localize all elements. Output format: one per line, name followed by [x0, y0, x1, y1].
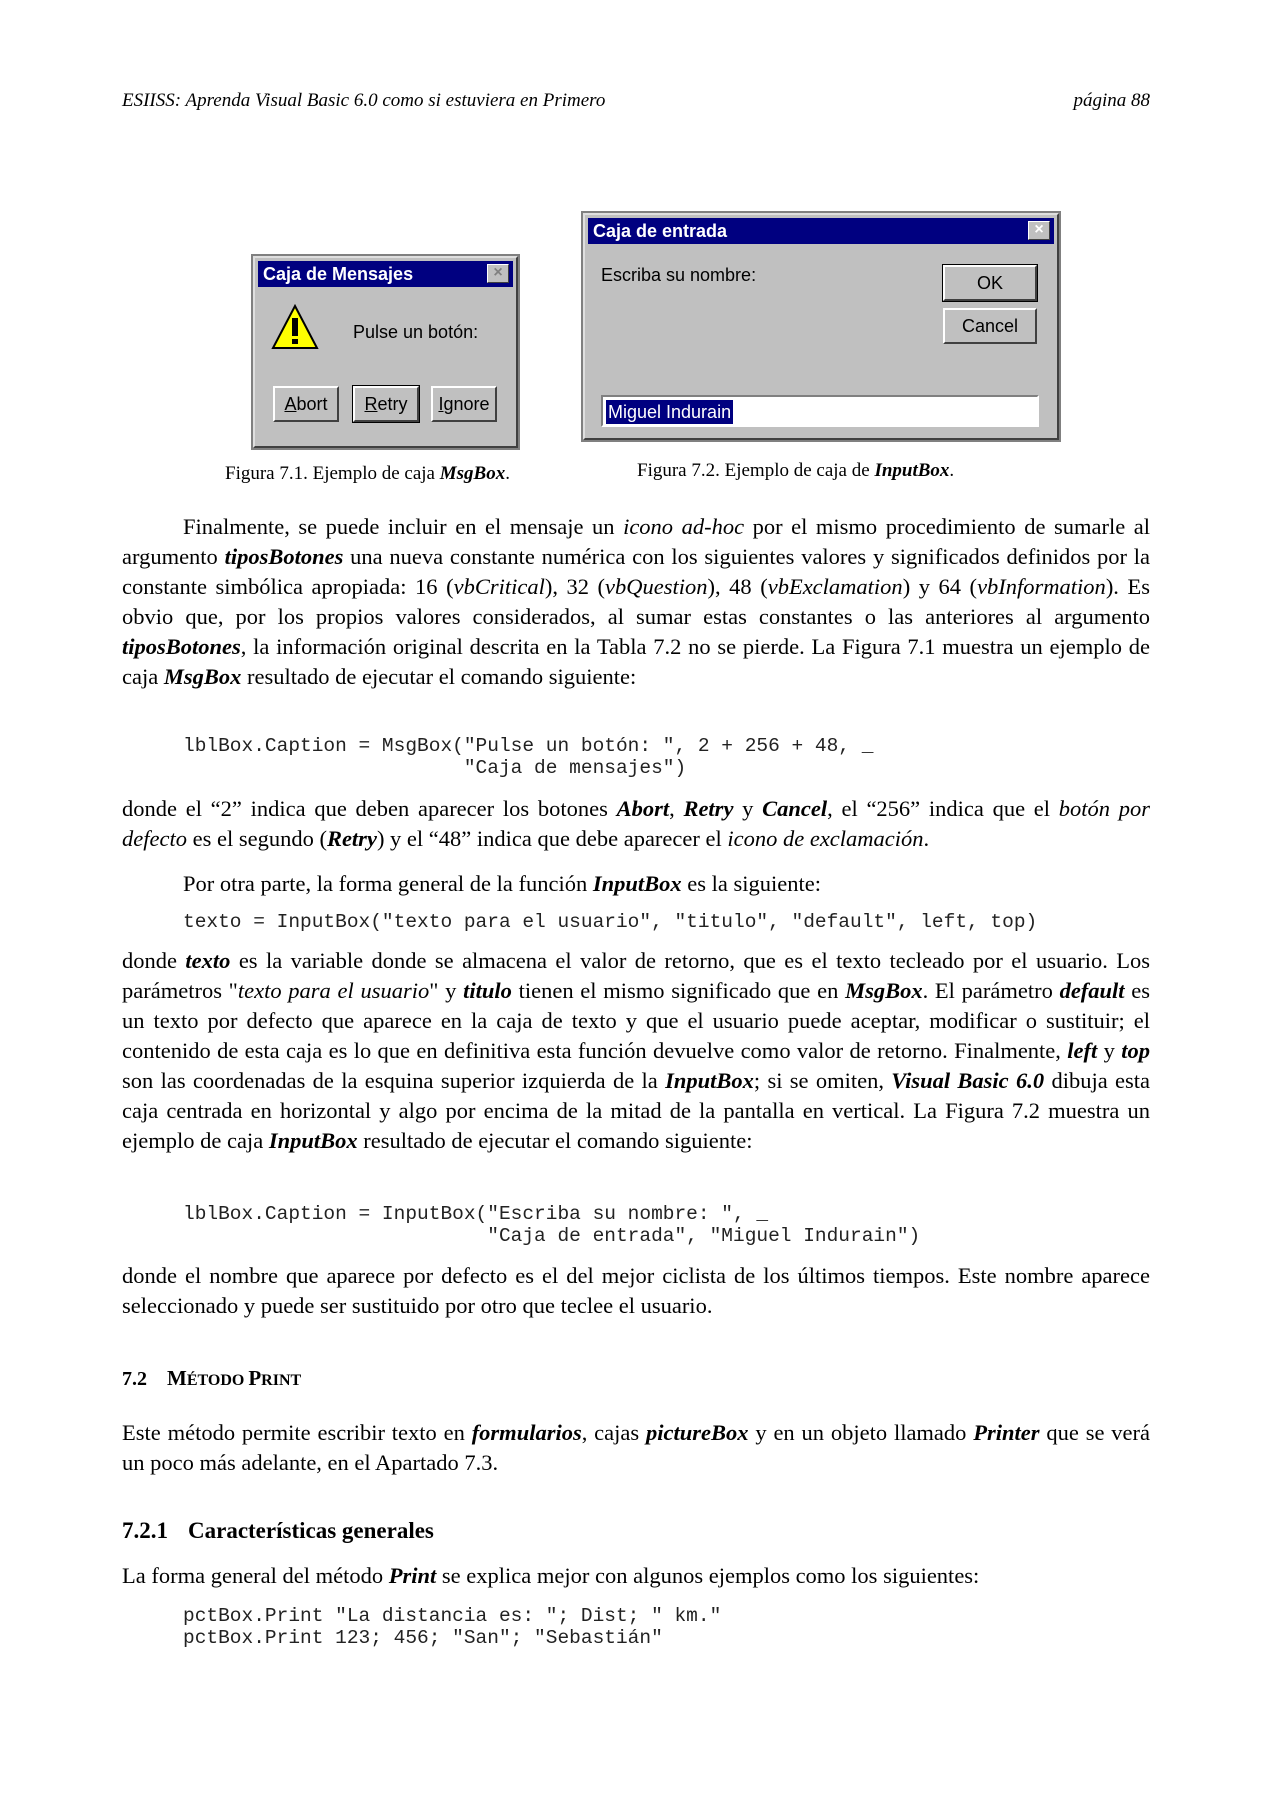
section-title: Características generales: [188, 1518, 434, 1543]
p1-strong: tiposBotones: [122, 634, 241, 659]
msgbox-dialog: [253, 256, 518, 448]
p7-text: La forma general del método: [122, 1563, 389, 1588]
figure-7-1-caption: [225, 463, 510, 485]
p2-text: es el segundo (: [186, 826, 327, 851]
p4-strong: MsgBox: [845, 978, 923, 1003]
name-input[interactable]: [601, 395, 1039, 427]
caption-7-1-bold: MsgBox: [439, 463, 506, 484]
p2-strong: Retry: [326, 826, 377, 851]
caption-7-1-prefix: Figura 7.1. Ejemplo de caja: [225, 463, 440, 484]
close-icon: ×: [493, 264, 503, 281]
exclamation-icon: [271, 304, 319, 350]
p1-text: ), 32 (: [544, 574, 606, 599]
figure-7-2-caption: [637, 460, 954, 482]
section-7-2-1-heading: [122, 1518, 434, 1544]
p6-strong: Printer: [973, 1420, 1040, 1445]
p4-text: es un texto por defecto que aparece en la caja de texto y que el usuario puede aceptar, modificar o sustituir; el contenido de esta caja es lo que en definitiva esta función devuelve como valor de retorno. Finalmente,: [122, 978, 1151, 1063]
p7-strong: Print: [388, 1563, 437, 1588]
section-number: 7.2: [122, 1368, 147, 1390]
p1-text: ). Es obvio que, por los propios valores considerados, al sumar estas constantes o las anteriores al argumento: [122, 574, 1150, 629]
p4-text: ; si se omiten,: [753, 1068, 892, 1093]
inputbox-prompt: Escriba su nombre:: [601, 265, 757, 285]
p1-strong: MsgBox: [163, 664, 242, 689]
p3-text: Por otra parte, la forma general de la función: [183, 871, 593, 896]
p1-text: ) y 64 (: [902, 574, 978, 599]
p4-strong: texto: [185, 948, 231, 973]
section-number: 7.2.1: [122, 1518, 168, 1543]
section-title: ÉTODO: [186, 1372, 249, 1389]
p2-strong: Cancel: [762, 796, 828, 821]
paragraph-msgbox-explanation: [122, 794, 1150, 854]
section-title: M: [167, 1366, 187, 1390]
msgbox-close-button[interactable]: [487, 264, 509, 283]
caption-7-1-suffix: .: [505, 463, 510, 484]
msgbox-title: Caja de Mensajes: [263, 264, 414, 284]
p1-em: vbInformation: [977, 574, 1106, 599]
p2-text: .: [923, 826, 930, 851]
p4-em: texto para el usuario: [237, 978, 430, 1003]
p2-strong: Abort: [616, 796, 670, 821]
p6-strong: pictureBox: [646, 1420, 749, 1445]
p1-em: vbCritical: [453, 574, 545, 599]
p4-strong: default: [1059, 978, 1125, 1003]
page-number: página 88: [1073, 90, 1150, 111]
p4-text: resultado de ejecutar el comando siguiente:: [357, 1128, 753, 1153]
caption-7-2-prefix: Figura 7.2. Ejemplo de caja de: [637, 460, 875, 481]
p4-strong: top: [1121, 1038, 1150, 1063]
p2-text: ,: [669, 796, 684, 821]
p4-strong: Visual Basic 6.0: [891, 1068, 1045, 1093]
p6-text: Este método permite escribir texto en: [122, 1420, 472, 1445]
p1-text: por el mismo procedimiento de sumarle al argumento: [122, 514, 1150, 569]
code-inputbox-syntax: texto = InputBox("texto para el usuario", "titulo", "default", left, top): [183, 911, 1038, 933]
p4-text: dibuja esta caja centrada en horizontal y algo por encima de la mitad de la pantalla en vertical. La Figura 7.2 muestra un ejemplo de caja: [122, 1068, 1150, 1153]
section-title: P: [248, 1366, 262, 1390]
paragraph-default-name: [122, 1261, 1150, 1321]
p1-text: ), 48 (: [707, 574, 768, 599]
paragraph-inputbox-params: [122, 946, 1150, 1156]
p4-text: son las coordenadas de la esquina superior izquierda de la: [122, 1068, 666, 1093]
abort-button[interactable]: [273, 386, 339, 422]
section-title: RINT: [261, 1372, 302, 1389]
p1-em: vbQuestion: [605, 574, 708, 599]
inputbox-titlebar: [588, 218, 1054, 244]
p1-strong: tiposBotones: [224, 544, 344, 569]
p4-strong: left: [1067, 1038, 1098, 1063]
p4-text: " y: [429, 978, 464, 1003]
p6-text: que se verá un poco más adelante, en el Apartado 7.3.: [122, 1420, 1150, 1475]
p4-strong: titulo: [463, 978, 512, 1003]
section-7-2-heading: [122, 1366, 301, 1391]
p2-text: ) y el “48” indica que debe aparecer el: [376, 826, 728, 851]
p3-strong: InputBox: [592, 871, 682, 896]
p6-text: , cajas: [581, 1420, 646, 1445]
page-header: [122, 90, 1150, 118]
p1-text: Finalmente, se puede incluir en el mensaje un: [183, 514, 624, 539]
msgbox-titlebar: [258, 261, 513, 287]
abort-label: bort: [296, 394, 328, 414]
retry-button[interactable]: [353, 386, 419, 422]
p7-text: se explica mejor con algunos ejemplos como los siguientes:: [436, 1563, 980, 1588]
caption-7-2-suffix: .: [949, 460, 955, 481]
inputbox-title: Caja de entrada: [593, 221, 728, 241]
p4-text: . El parámetro: [922, 978, 1060, 1003]
code-msgbox: lblBox.Caption = MsgBox("Pulse un botón: ", 2 + 256 + 48, _ "Caja de mensajes"): [183, 735, 874, 779]
ok-label: OK: [976, 273, 1003, 293]
p4-text: es la variable donde se almacena el valor de retorno, que es el texto tecleado por el usuario. Los parámetros ": [122, 948, 1150, 1003]
p2-em: botón por defecto: [122, 796, 1150, 851]
retry-label: etry: [377, 394, 408, 414]
ignore-mnemonic: I: [438, 394, 444, 414]
paragraph-print-general: [122, 1561, 1150, 1591]
caption-7-2-bold: InputBox: [874, 460, 950, 481]
p6-text: y en un objeto llamado: [748, 1420, 974, 1445]
paragraph-icons: [122, 512, 1150, 692]
p4-strong: InputBox: [268, 1128, 358, 1153]
p2-text: donde el “2” indica que deben aparecer los botones: [122, 796, 617, 821]
ok-button[interactable]: [943, 265, 1037, 301]
ignore-button[interactable]: [431, 386, 497, 422]
p2-strong: Retry: [683, 796, 734, 821]
paragraph-print-method: [122, 1418, 1150, 1478]
paragraph-inputbox-intro: [122, 869, 1150, 899]
ignore-label: gnore: [443, 394, 490, 414]
p1-em: icono ad-hoc: [623, 514, 745, 539]
code-inputbox-example: lblBox.Caption = InputBox("Escriba su nombre: ", _ "Caja de entrada", "Miguel Indurain"): [183, 1203, 921, 1247]
p1-text: , la información original descrita en la Tabla 7.2 no se pierde. La Figura 7.1 muestra un ejemplo de caja: [122, 634, 1150, 689]
p5-text: donde el nombre que aparece por defecto es el del mejor ciclista de los últimos tiempos. Este nombre aparece seleccionado y puede ser sustituido por otro que teclee el usuario.: [122, 1263, 1150, 1318]
p4-text: y: [1097, 1038, 1122, 1063]
header-title: ESIISS: Aprenda Visual Basic 6.0 como si estuviera en Primero: [122, 90, 606, 111]
cancel-button[interactable]: [943, 308, 1037, 344]
cancel-label: Cancel: [961, 316, 1019, 336]
p3-text: es la siguiente:: [681, 871, 821, 896]
p4-text: donde: [122, 948, 186, 973]
close-icon: ×: [1034, 221, 1044, 238]
p4-text: tienen el mismo significado que en: [511, 978, 846, 1003]
retry-mnemonic: R: [364, 394, 378, 414]
inputbox-dialog: [583, 213, 1059, 440]
msgbox-message: Pulse un botón:: [353, 322, 479, 342]
name-input-value: Miguel Indurain: [608, 402, 732, 422]
p4-strong: InputBox: [665, 1068, 754, 1093]
p6-strong: formularios: [471, 1420, 582, 1445]
code-print-examples: pctBox.Print "La distancia es: "; Dist; " km." pctBox.Print 123; 456; "San"; "Sebastián": [183, 1605, 722, 1649]
p1-em: vbExclamation: [767, 574, 903, 599]
inputbox-close-button[interactable]: [1028, 221, 1050, 240]
p1-text: una nueva constante numérica con los siguientes valores y significados definidos por la constante simbólica apropiada: 16 (: [122, 544, 1150, 599]
p2-em: icono de exclamación: [727, 826, 924, 851]
p1-text: resultado de ejecutar el comando siguiente:: [241, 664, 637, 689]
abort-mnemonic: A: [284, 394, 297, 414]
p2-text: y: [733, 796, 763, 821]
p2-text: , el “256” indica que el: [827, 796, 1059, 821]
